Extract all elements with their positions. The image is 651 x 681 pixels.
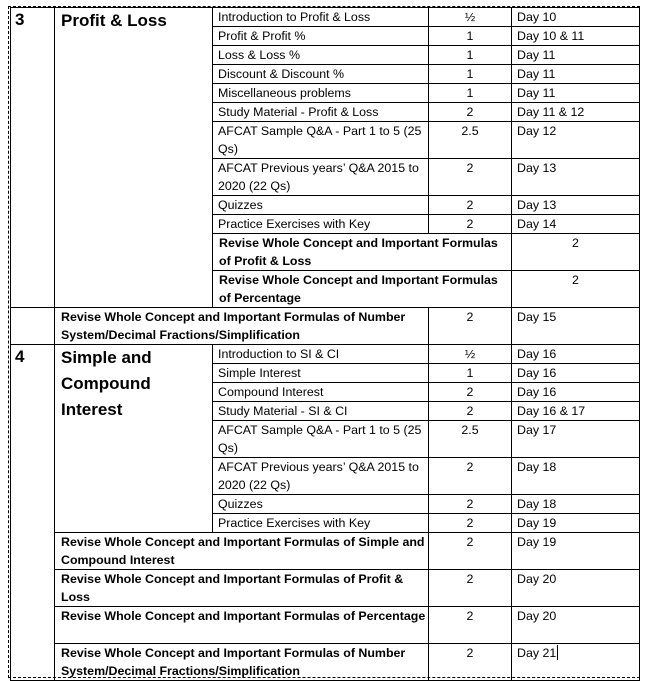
day-cell: Day 18 (512, 458, 640, 495)
hours-cell: 1 (429, 364, 512, 383)
hours-cell: 2 (429, 103, 512, 122)
day-cell: Day 13 (512, 159, 640, 196)
day-cell: Day 14 (512, 215, 640, 234)
subtopic-cell: Study Material - SI & CI (213, 402, 429, 421)
subtopic-cell: Discount & Discount % (213, 65, 429, 84)
day-cell: Day 20 (512, 570, 640, 607)
hours-cell: 2 (429, 308, 512, 345)
subtopic-cell: AFCAT Previous years’ Q&A 2015 to 2020 (22 Qs) (213, 458, 429, 495)
hours-cell: 2 (429, 514, 512, 533)
subtopic-cell: Study Material - Profit & Loss (213, 103, 429, 122)
subtopic-cell: Introduction to SI & CI (213, 345, 429, 364)
hours-cell: 2.5 (429, 122, 512, 159)
revision-row (11, 533, 640, 570)
revision-text: Revise Whole Concept and Important Formulas of Profit & Loss (213, 234, 512, 271)
subtopic-cell: Quizzes (213, 495, 429, 514)
subtopic-cell: Practice Exercises with Key (213, 215, 429, 234)
day-cell: Day 16 (512, 345, 640, 364)
revision-row (11, 607, 640, 644)
hours-cell: 1 (429, 46, 512, 65)
day-cell: Day 10 (512, 8, 640, 27)
text-cursor (557, 645, 558, 660)
empty-cell (11, 308, 55, 345)
hours-cell: 2 (429, 215, 512, 234)
subtopic-cell: Miscellaneous problems (213, 84, 429, 103)
day-cell: Day 10 & 11 (512, 27, 640, 46)
hours-cell: 2 (429, 402, 512, 421)
day-cell: Day 19 (512, 514, 640, 533)
day-cell (512, 644, 640, 681)
subtopic-cell: Practice Exercises with Key (213, 514, 429, 533)
subtopic-cell: AFCAT Sample Q&A - Part 1 to 5 (25 Qs) (213, 122, 429, 159)
subtopic-cell: Loss & Loss % (213, 46, 429, 65)
day-cell: Day 16 (512, 364, 640, 383)
revision-row (11, 308, 640, 345)
section-topic: Profit & Loss (55, 8, 213, 308)
hours-cell: 2 (512, 271, 640, 308)
day-cell: Day 18 (512, 495, 640, 514)
hours-cell: 2 (429, 458, 512, 495)
revision-row (11, 570, 640, 607)
section-topic: Simple and Compound Interest (55, 345, 213, 533)
hours-cell: ½ (429, 345, 512, 364)
table-row (11, 345, 640, 364)
hours-cell: ½ (429, 8, 512, 27)
revision-row (11, 644, 640, 681)
day-cell: Day 19 (512, 533, 640, 570)
revision-text: Revise Whole Concept and Important Formulas of Percentage (55, 607, 429, 644)
revision-text: Revise Whole Concept and Important Formulas of Percentage (213, 271, 512, 308)
subtopic-cell: Simple Interest (213, 364, 429, 383)
hours-cell: 2 (429, 570, 512, 607)
hours-cell: 2 (429, 383, 512, 402)
section-number: 3 (11, 8, 55, 308)
subtopic-cell: Introduction to Profit & Loss (213, 8, 429, 27)
subtopic-cell: AFCAT Previous years’ Q&A 2015 to 2020 (22 Qs) (213, 159, 429, 196)
day-cell: Day 11 (512, 65, 640, 84)
hours-cell: 2 (429, 196, 512, 215)
day-cell: Day 11 (512, 84, 640, 103)
hours-cell: 2 (512, 234, 640, 271)
hours-cell: 1 (429, 65, 512, 84)
hours-cell: 2 (429, 607, 512, 644)
study-plan-table (10, 7, 640, 681)
subtopic-cell: Profit & Profit % (213, 27, 429, 46)
hours-cell: 1 (429, 27, 512, 46)
revision-text: Revise Whole Concept and Important Formulas of Simple and Compound Interest (55, 533, 429, 570)
day-cell: Day 11 (512, 46, 640, 65)
day-cell: Day 13 (512, 196, 640, 215)
subtopic-cell: Compound Interest (213, 383, 429, 402)
revision-text: Revise Whole Concept and Important Formulas of Number System/Decimal Fractions/Simplification (55, 308, 429, 345)
hours-cell: 1 (429, 84, 512, 103)
hours-cell: 2.5 (429, 421, 512, 458)
day-cell-text: Day 21 (517, 646, 557, 660)
day-cell: Day 11 & 12 (512, 103, 640, 122)
day-cell: Day 15 (512, 308, 640, 345)
day-cell: Day 12 (512, 122, 640, 159)
day-cell: Day 20 (512, 607, 640, 644)
hours-cell: 2 (429, 159, 512, 196)
table-row (11, 8, 640, 27)
revision-text: Revise Whole Concept and Important Formulas of Number System/Decimal Fractions/Simplification (55, 644, 429, 681)
revision-text: Revise Whole Concept and Important Formulas of Profit & Loss (55, 570, 429, 607)
day-cell: Day 17 (512, 421, 640, 458)
subtopic-cell: AFCAT Sample Q&A - Part 1 to 5 (25 Qs) (213, 421, 429, 458)
section-number: 4 (11, 345, 55, 681)
hours-cell: 2 (429, 644, 512, 681)
day-cell: Day 16 (512, 383, 640, 402)
subtopic-cell: Quizzes (213, 196, 429, 215)
hours-cell: 2 (429, 533, 512, 570)
hours-cell: 2 (429, 495, 512, 514)
day-cell: Day 16 & 17 (512, 402, 640, 421)
